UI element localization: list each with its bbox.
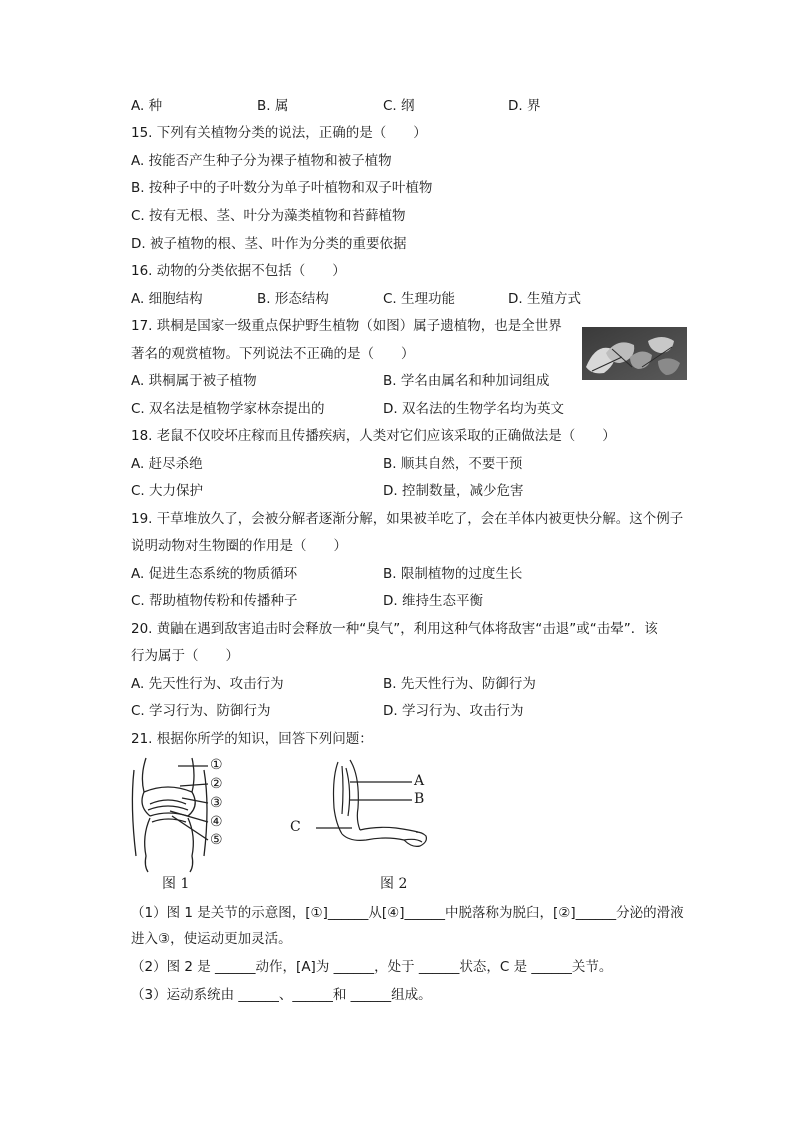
q15-option-a: A. 按能否产生种子分为裸子植物和被子植物 xyxy=(131,153,392,169)
fig1-label-3: ③ xyxy=(210,795,223,811)
q19-stem-line2: 说明动物对生物圈的作用是（ ） xyxy=(131,538,347,554)
q15-option-b: B. 按种子中的子叶数分为单子叶植物和双子叶植物 xyxy=(131,180,433,196)
q19-option-c: C. 帮助植物传粉和传播种子 xyxy=(131,593,298,609)
q18-stem: 18. 老鼠不仅咬坏庄稼而且传播疾病，人类对它们应该采取的正确做法是（ ） xyxy=(131,428,616,444)
q20-option-c: C. 学习行为、防御行为 xyxy=(131,703,271,719)
q17-option-b: B. 学名由属名和种加词组成 xyxy=(383,373,550,389)
q19-stem-line1: 19. 干草堆放久了，会被分解者逐渐分解，如果被羊吃了，会在羊体内被更快分解。这个例子 xyxy=(131,511,684,527)
q17-option-c: C. 双名法是植物学家林奈提出的 xyxy=(131,401,325,417)
q15-stem: 15. 下列有关植物分类的说法，正确的是（ ） xyxy=(131,125,427,141)
fig2-label-b: B xyxy=(414,791,425,807)
fig1-label-5: ⑤ xyxy=(210,832,223,848)
q18-option-d: D. 控制数量，减少危害 xyxy=(383,483,524,499)
fig1-label-4: ④ xyxy=(210,814,223,830)
q20-option-d: D. 学习行为、攻击行为 xyxy=(383,703,524,719)
fig2-caption: 图 2 xyxy=(380,876,408,892)
arm-diagram xyxy=(286,758,436,868)
q17-stem-line1: 17. 珙桐是国家一级重点保护野生植物（如图）属子遗植物，也是全世界 xyxy=(131,318,562,334)
q21-sub1-line1: （1）图 1 是关节的示意图，[①]______从[④]______中脱落称为脱臼，[②]______分泌的滑液 xyxy=(131,905,684,921)
dove-tree-photo xyxy=(582,327,687,380)
q21-sub3: （3）运动系统由 ______、______和 ______组成。 xyxy=(131,987,432,1003)
q21-stem: 21. 根据你所学的知识，回答下列问题： xyxy=(131,731,373,747)
q18-option-a: A. 赶尽杀绝 xyxy=(131,456,203,472)
fig2-label-a: A xyxy=(414,773,425,789)
q17-option-d: D. 双名法的生物学名均为英文 xyxy=(383,401,564,417)
q15-option-c: C. 按有无根、茎、叶分为藻类植物和苔藓植物 xyxy=(131,208,406,224)
fig2-label-c: C xyxy=(290,819,301,835)
q21-sub1-line2: 进入③，使运动更加灵活。 xyxy=(131,931,292,947)
q18-option-b: B. 顺其自然，不要干预 xyxy=(383,456,523,472)
q14-option-c: C. 纲 xyxy=(383,98,415,114)
q16-option-d: D. 生殖方式 xyxy=(508,291,581,307)
q14-option-a: A. 种 xyxy=(131,98,163,114)
q19-option-b: B. 限制植物的过度生长 xyxy=(383,566,523,582)
q20-stem-line2: 行为属于（ ） xyxy=(131,648,239,664)
q20-stem-line1: 20. 黄鼬在遇到敌害追击时会释放一种“臭气”，利用这种气体将敌害“击退”或“击晕”．该 xyxy=(131,621,658,637)
q19-option-d: D. 维持生态平衡 xyxy=(383,593,483,609)
q16-option-c: C. 生理功能 xyxy=(383,291,456,307)
q20-option-a: A. 先天性行为、攻击行为 xyxy=(131,676,284,692)
fig1-label-1: ① xyxy=(210,757,223,773)
q18-option-c: C. 大力保护 xyxy=(131,483,204,499)
q19-option-a: A. 促进生态系统的物质循环 xyxy=(131,566,298,582)
q14-option-d: D. 界 xyxy=(508,98,541,114)
q16-option-b: B. 形态结构 xyxy=(257,291,329,307)
q17-option-a: A. 珙桐属于被子植物 xyxy=(131,373,257,389)
q20-option-b: B. 先天性行为、防御行为 xyxy=(383,676,536,692)
fig1-caption: 图 1 xyxy=(162,876,190,892)
q14-option-b: B. 属 xyxy=(257,98,289,114)
q17-stem-line2: 著名的观赏植物。下列说法不正确的是（ ） xyxy=(131,346,415,362)
q15-option-d: D. 被子植物的根、茎、叶作为分类的重要依据 xyxy=(131,236,407,252)
joint-diagram xyxy=(128,756,238,874)
fig1-label-2: ② xyxy=(210,776,223,792)
q21-sub2: （2）图 2 是 ______动作，[A]为 ______，处于 ______状态，C 是 ______关节。 xyxy=(131,959,613,975)
q16-stem: 16. 动物的分类依据不包括（ ） xyxy=(131,263,346,279)
q16-option-a: A. 细胞结构 xyxy=(131,291,203,307)
